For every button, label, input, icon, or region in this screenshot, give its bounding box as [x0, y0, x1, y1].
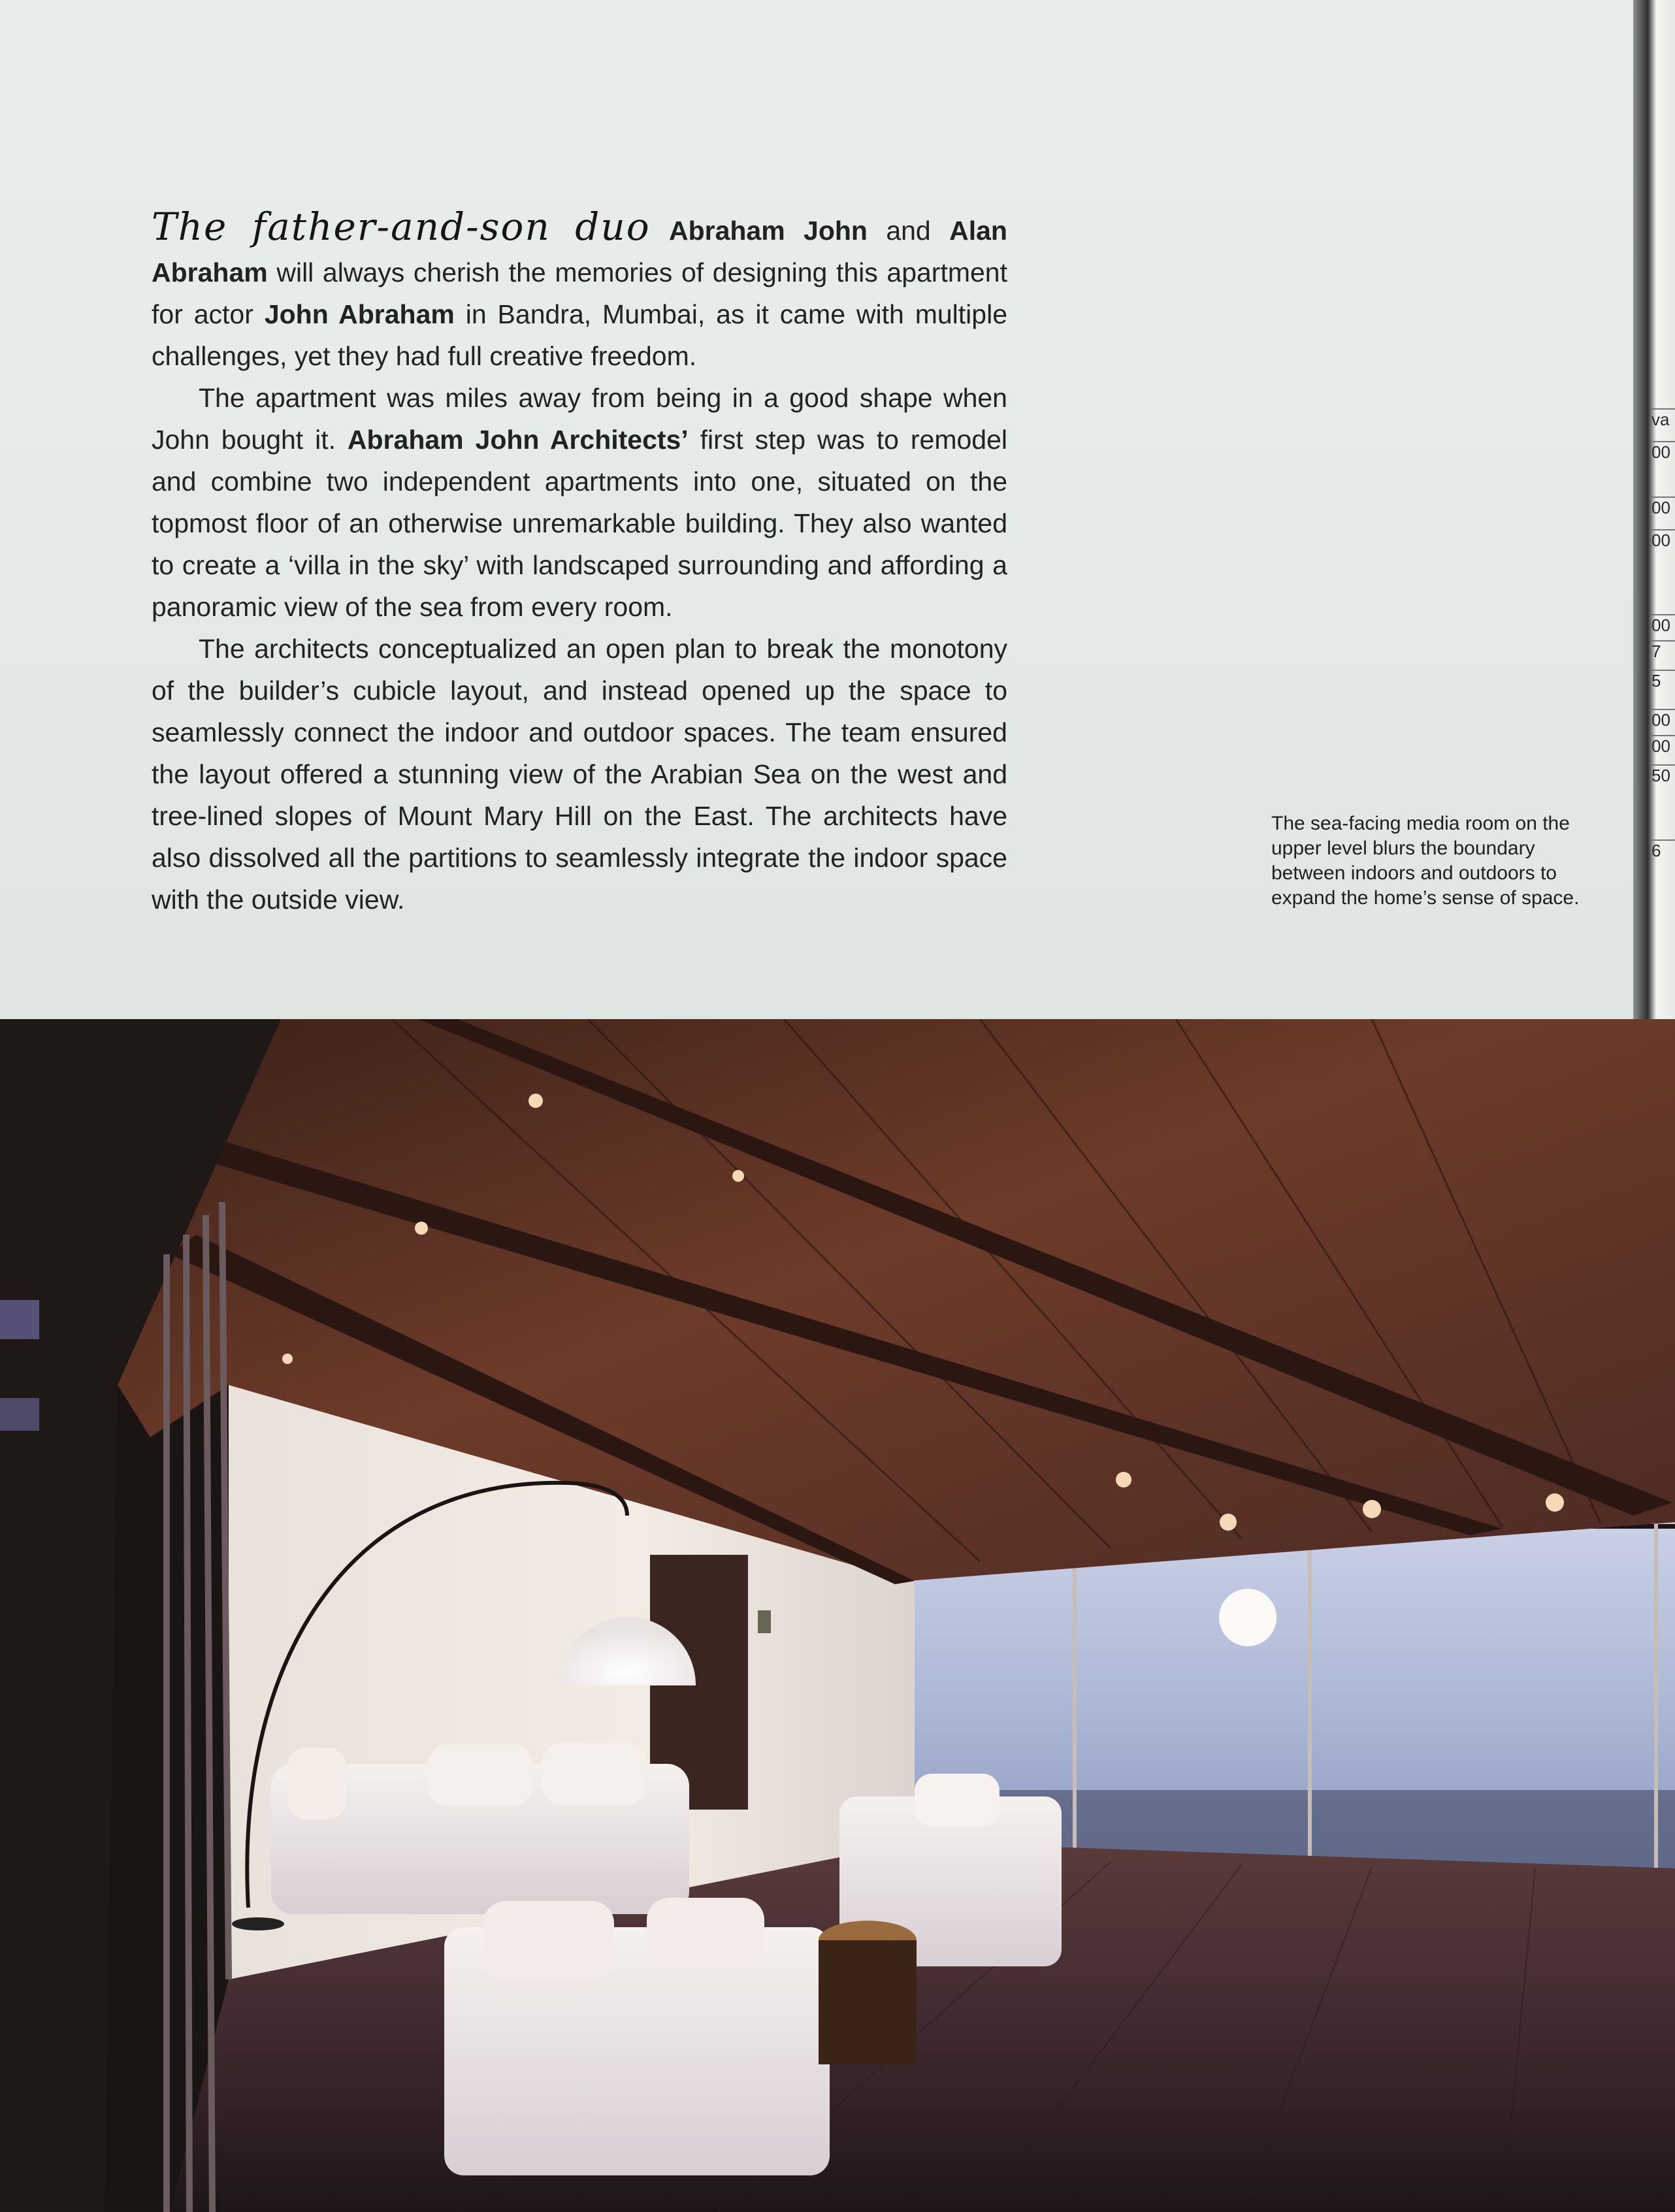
adjacent-page-fragment: 00 — [1651, 496, 1675, 517]
three-seat-sofa — [271, 1743, 689, 1914]
left-wall-light-2 — [0, 1398, 39, 1431]
arc-lamp-base — [232, 1917, 284, 1930]
left-wall-light — [0, 1300, 39, 1339]
wall-switch-panel — [758, 1610, 771, 1633]
window-lamp-reflection — [1219, 1589, 1277, 1646]
paragraph-1-text-b: in Bandra, Mumbai, as it came with multiple challenges, yet they had full creative freedom. — [152, 299, 1007, 371]
adjacent-page-fragment: 00 — [1651, 709, 1675, 730]
adjacent-page-fragment: 00 — [1651, 614, 1675, 635]
lead-in-script: The father-and-son duo — [152, 204, 651, 249]
designer-name-alan-abraham: Alan Abraham — [152, 216, 1007, 287]
photo-caption: The sea-facing media room on the upper level blurs the boundary between indoors and outdoors to expand the home’s sense of space. — [1271, 813, 1580, 909]
adjacent-page-fragment: 50 — [1651, 764, 1675, 785]
armchair-front — [444, 1898, 830, 2175]
firm-name: Abraham John Architects’ — [347, 425, 689, 455]
adjacent-page-edge — [1633, 0, 1675, 1045]
adjacent-page-fragment: 6 — [1651, 839, 1675, 860]
stump-table-body — [819, 1940, 917, 2064]
client-name-john-abraham: John Abraham — [264, 299, 455, 329]
media-room-photo — [0, 1019, 1675, 2212]
adjacent-page-fragment: va — [1651, 408, 1675, 429]
magazine-text-page — [0, 0, 1646, 1045]
conjunction: and — [886, 216, 931, 246]
adjacent-page-fragment: 00 — [1651, 529, 1675, 550]
article-paragraph-2 — [152, 377, 1007, 628]
paragraph-2-text-b: first step was to remodel and combine two independent apartments into one, situated on the topmost floor of an otherwise unremarkable building. They also wanted to create a ‘villa in the sky’ with landscaped surrounding and affording a panoramic view of the sea from every room. — [152, 425, 1007, 622]
adjacent-page-fragment: 00 — [1651, 441, 1675, 462]
adjacent-page-fragment: 00 — [1651, 735, 1675, 756]
paragraph-2-text-a: The apartment was miles away from being in a good shape when John bought it. — [152, 383, 1007, 455]
paragraph-1-text-a: will always cherish the memories of designing this apartment for actor — [152, 257, 1007, 329]
designer-name-abraham-john: Abraham John — [668, 216, 868, 246]
article-paragraph-3: The architects conceptualized an open plan to break the monotony of the builder’s cubicle layout, and instead opened up the space to seamlessly connect the indoor and outdoor spaces. The team ensured the layout offered a stunning view of the Arabian Sea on the west and tree-lined slopes of Mount Mary Hill on the East. The architects have also dissolved all the partitions to seamlessly integrate the indoor space with the outside view. — [152, 634, 1007, 915]
article-body — [152, 206, 1007, 920]
adjacent-page-fragment: 5 — [1651, 670, 1675, 691]
article-paragraph-1 — [152, 206, 1007, 377]
adjacent-page-fragment: 7 — [1651, 640, 1675, 661]
